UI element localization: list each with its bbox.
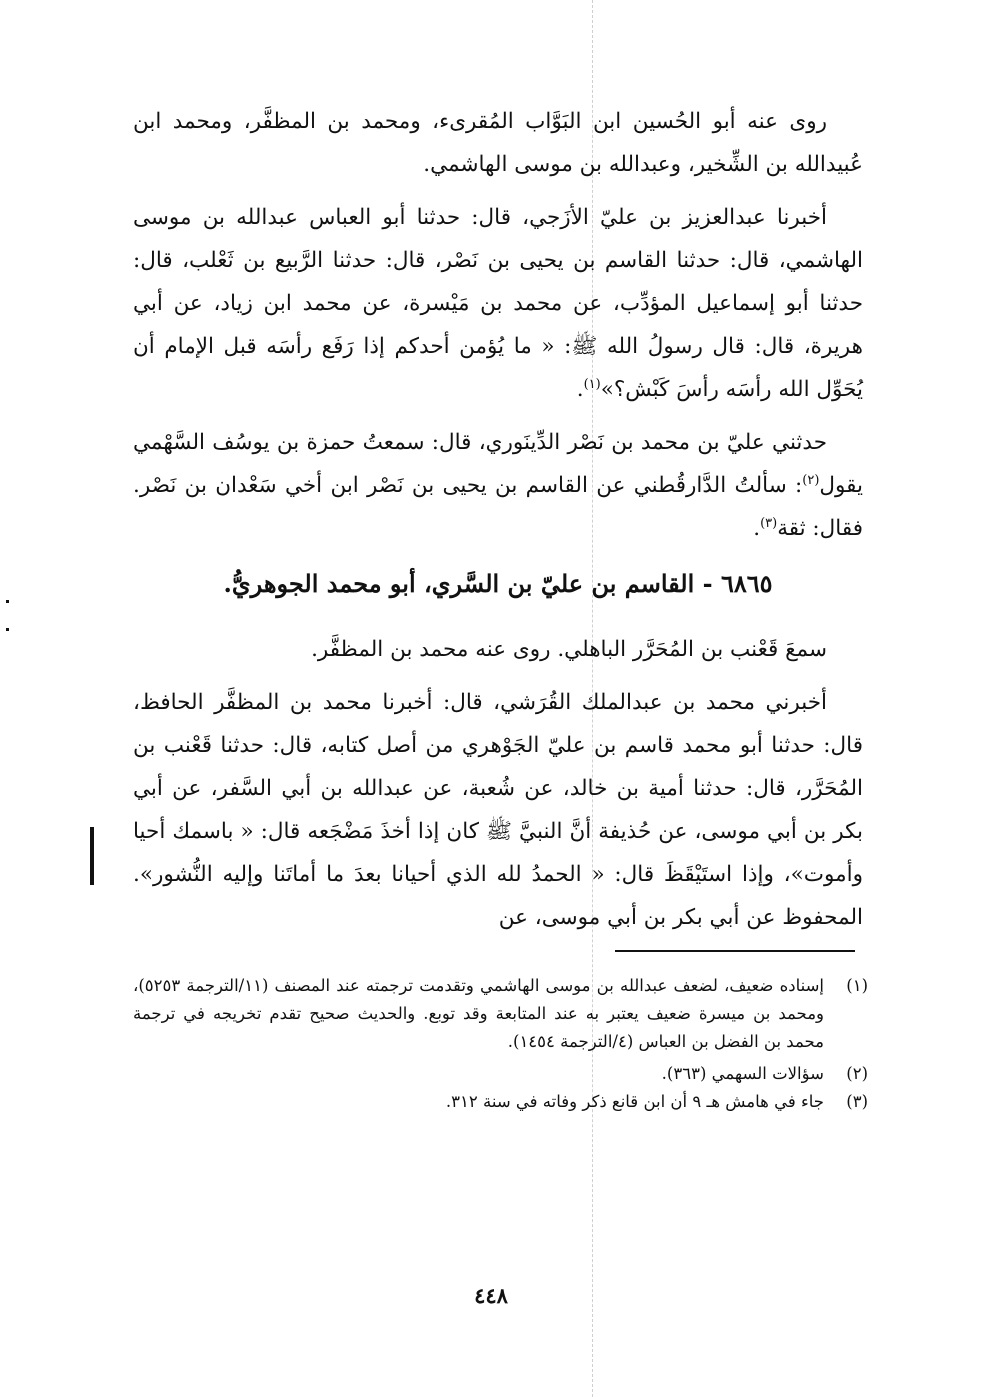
footnote-text: إسناده ضعيف، لضعف عبدالله بن موسى الهاشمي وتقدمت ترجمته عند المصنف (١١/الترجمة ٥٢٥٣)، ومحمد بن ميسرة ضعيف يعتبر به عند المتابعة وقد توبع. والحديث صحيح تقدم تخريجه في ترجمة محمد بن الفضل بن العباس (٤/الترجمة ١٤٥٤).	[133, 976, 824, 1051]
page-number: ٤٤٨	[474, 1283, 508, 1308]
footnote-1	[133, 972, 868, 1056]
footnote-ref-3[interactable]: (٣)	[760, 515, 778, 531]
paragraph-3-mid: : سألتُ الدَّارقُطني عن القاسم بن يحيى بن نَصْر ابن أخي سَعْدان بن نَصْر. فقال: ثقة	[133, 473, 863, 541]
paragraph-5: أخبرني محمد بن عبدالملك القُرَشي، قال: أخبرنا محمد بن المظفَّر الحافظ، قال: حدثنا أبو محمد قاسم بن عليّ الجَوْهري من أصل كتابه، قال: حدثنا قَعْنب بن المُحَرَّر، قال: حدثنا أمية بن خالد، عن شُعبة، عن عبدالله بن أبي السَّفر، عن أبي بكر بن أبي موسى، عن حُذيفة أنَّ النبيَّ ﷺ كان إذا أخذَ مَضْجَعه قال: « باسمك أحيا وأموت»، وإذا استَيْقَظَ قال: « الحمدُ لله الذي أحيانا بعدَ ما أماتَنا وإليه النُّشور». المحفوظ عن أبي بكر بن أبي موسى، عن	[133, 690, 863, 930]
paragraph-3-end: .	[753, 516, 761, 541]
footnote-ref-1[interactable]: (١)	[583, 376, 601, 392]
scan-edge-dot	[6, 628, 9, 631]
paragraph-2-end: .	[576, 377, 584, 402]
paragraph-3	[133, 421, 863, 550]
footnote-text: سؤالات السهمي (٣٦٣).	[661, 1064, 824, 1083]
footnote-number: (٢)	[846, 1064, 868, 1083]
paragraph-3-start: حدثني عليّ بن محمد بن نَصْر الدِّينَوري، قال: سمعتُ حمزة بن يوسُف السَّهْمي يقول	[133, 430, 863, 498]
footnote-ref-2[interactable]: (٢)	[802, 472, 820, 488]
paragraph-2	[133, 196, 863, 411]
entry-heading: ٦٨٦٥ - القاسم بن عليّ بن السَّري، أبو محمد الجوهريُّ.	[223, 569, 773, 598]
footnote-number: (٣)	[846, 1092, 868, 1111]
scan-edge-dot	[6, 600, 9, 603]
paragraph-2-text: أخبرنا عبدالعزيز بن عليّ الأزَجي، قال: حدثنا أبو العباس عبدالله بن موسى الهاشمي، قال: حدثنا القاسم بن يحيى بن نَصْر، قال: حدثنا الرَّبيع بن ثَعْلب، قال: حدثنا أبو إسماعيل المؤدِّب، عن محمد بن مَيْسرة، عن محمد ابن زياد، عن أبي هريرة، قال: قال رسولُ الله ﷺ: « ما يُؤمن أحدكم إذا رَفَع رأسَه قبل الإمام أن يُحَوِّل الله رأسَه رأسَ كَبْش؟»	[133, 205, 863, 402]
paragraph-4: سمعَ قَعْنب بن المُحَرَّر الباهلي. روى عنه محمد بن المظفَّر.	[311, 637, 827, 662]
footnote-separator	[615, 950, 855, 952]
main-text	[133, 100, 863, 939]
footnotes	[133, 972, 868, 1116]
footnote-2	[133, 1060, 868, 1088]
footnote-3	[133, 1088, 868, 1116]
scan-margin-mark	[90, 827, 94, 885]
footnote-number: (١)	[846, 976, 868, 995]
footnote-text: جاء في هامش هـ ٩ أن ابن قانع ذكر وفاته في سنة ٣١٢.	[445, 1092, 824, 1111]
paragraph-1: روى عنه أبو الحُسين ابن البَوَّاب المُقرىء، ومحمد بن المظفَّر، ومحمد ابن عُبيدالله بن الشِّخير، وعبدالله بن موسى الهاشمي.	[133, 109, 863, 177]
